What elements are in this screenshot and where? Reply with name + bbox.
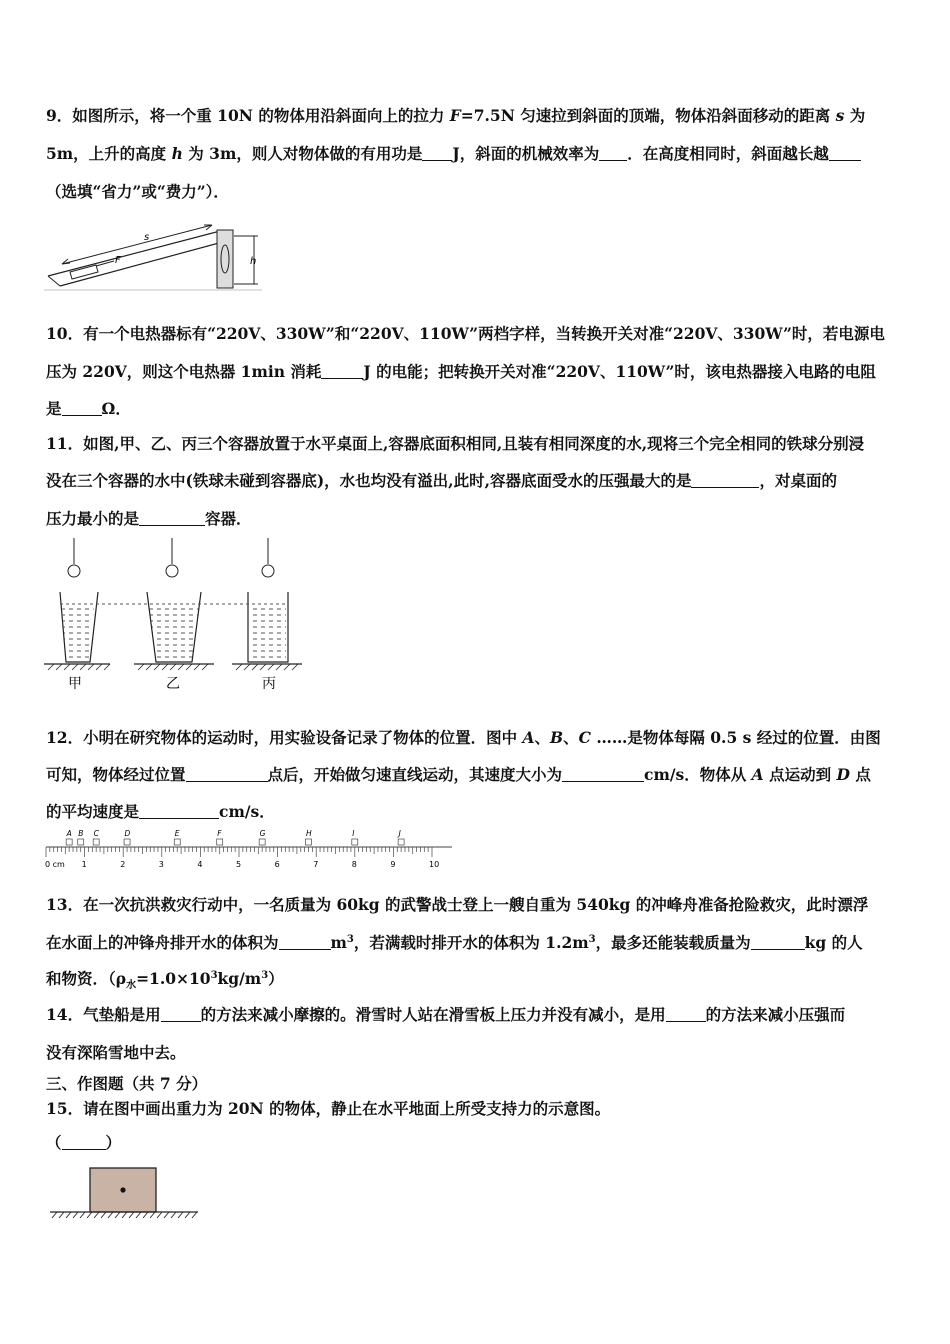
ruler-number: 10 — [429, 860, 440, 869]
incline-figure — [44, 214, 274, 294]
q9-line1: 9．如图所示，将一个重 10N 的物体用沿斜面向上的拉力 F=7.5N 匀速拉到斜面的顶端，物体沿斜面移动的距离 s 为 — [46, 106, 866, 125]
containers-figure — [44, 534, 304, 694]
label-jia: 甲 — [68, 676, 82, 692]
blank[interactable] — [186, 767, 268, 782]
blank[interactable] — [829, 146, 861, 161]
section-title: 三、作图题（共 7 分） — [46, 1074, 208, 1093]
ruler-letter: G — [259, 829, 266, 838]
blank[interactable] — [139, 804, 219, 819]
q12-line1: 12．小明在研究物体的运动时，用实验设备记录了物体的位置．图中 A、B、C ……是物体每隔 0.5 s 经过的位置．由图 — [46, 728, 881, 747]
q14-line1: 14．气垫船是用 的方法来减小摩擦的。滑雪时人站在滑雪板上压力并没有减小，是用 的方法来减小压强而 — [46, 1005, 846, 1024]
q15-line1: 15．请在图中画出重力为 20N 的物体，静止在水平地面上所受支持力的示意图。 — [46, 1099, 611, 1118]
q12-line3: 的平均速度是 cm/s． — [46, 802, 275, 821]
block-figure — [48, 1164, 200, 1220]
ruler-position-mark — [305, 839, 311, 845]
blank[interactable] — [422, 146, 452, 161]
blank[interactable] — [666, 1007, 706, 1022]
ruler-position-mark — [78, 839, 84, 845]
ruler-figure — [44, 828, 454, 870]
label-yi: 乙 — [166, 676, 180, 692]
q11-line3: 压力最小的是 容器． — [46, 509, 252, 528]
q13-line3: 和物资．$(\rho_水=1.0\times 10^3kg/m^3)$ — [46, 969, 284, 992]
q14-line2: 没有深陷雪地中去。 — [46, 1043, 186, 1062]
ruler-position-mark — [398, 839, 404, 845]
q10-line2: 压为 220V，则这个电热器 1min 消耗 J 的电能；把转换开关对准“220V、110W”时，该电热器接入电路的电阻 — [46, 362, 876, 381]
q10-line1: 10．有一个电热器标有“220V、330W”和“220V、110W”两档字样，当转换开关对准“220V、330W”时，若电源电 — [46, 324, 885, 343]
ruler-number: 2 — [120, 860, 126, 869]
ruler-position-mark — [174, 839, 180, 845]
blank[interactable] — [279, 935, 331, 950]
ruler-number: 4 — [197, 860, 203, 869]
blank[interactable] — [139, 511, 205, 526]
label-bing: 丙 — [262, 676, 276, 692]
q9-line3: （选填“省力”或“费力”）． — [46, 182, 229, 201]
ruler-position-mark — [217, 839, 223, 845]
ruler-number: 6 — [274, 860, 280, 869]
ruler-letter: H — [305, 829, 312, 838]
q10-line3: 是 Ω． — [46, 399, 131, 418]
ruler-position-mark — [352, 839, 358, 845]
ruler-letter: J — [398, 829, 401, 838]
q11-line2: 没在三个容器的水中(铁球未碰到容器底)，水也均没有溢出,此时,容器底面受水的压强最大的是 ，对桌面的 — [46, 471, 837, 490]
q13-line2: 在水面上的冲锋舟排开水的体积为 $m^3$，若满载时排开水的体积为 $1.2m^3$，最多还能装载质量为 kg 的人 — [46, 933, 863, 952]
s-label: s — [144, 232, 150, 243]
ruler-number: 1 — [81, 860, 87, 869]
blank[interactable] — [599, 146, 627, 161]
q12-line2: 可知，物体经过位置 点后，开始做匀速直线运动，其速度大小为 cm/s．物体从 A 点运动到 D 点 — [46, 765, 871, 784]
blank[interactable] — [62, 401, 102, 416]
q13-line1: 13．在一次抗洪救灾行动中，一名质量为 60kg 的武警战士登上一艘自重为 540kg 的冲峰舟准备抢险救灾，此时漂浮 — [46, 895, 869, 914]
ruler-number: 7 — [313, 860, 319, 869]
ruler-number: 9 — [390, 860, 396, 869]
ruler-letter: D — [124, 829, 131, 838]
ruler-number: 5 — [236, 860, 242, 869]
q15-line2: （ ） — [46, 1133, 122, 1152]
ruler-letter: F — [217, 829, 222, 838]
blank[interactable] — [751, 935, 805, 950]
ruler-number: 3 — [158, 860, 164, 869]
blank[interactable] — [321, 364, 363, 379]
q11-line1: 11．如图,甲、乙、丙三个容器放置于水平桌面上,容器底面积相同,且装有相同深度的水,现将三个完全相同的铁球分别浸 — [46, 434, 865, 453]
ruler-letter: B — [78, 829, 84, 838]
q9-line2: 5m，上升的高度 h 为 3m，则人对物体做的有用功是 J，斜面的机械效率为 ．在高度相同时，斜面越长越 — [46, 142, 861, 164]
ruler-position-mark — [93, 839, 99, 845]
blank[interactable] — [562, 767, 644, 782]
ruler-position-mark — [259, 839, 265, 845]
ruler-letter: E — [174, 829, 180, 838]
ruler-position-mark — [124, 839, 130, 845]
ruler-letter: C — [93, 829, 99, 838]
center-dot — [120, 1187, 125, 1192]
ruler-number: 8 — [351, 860, 357, 869]
ruler-letter: I — [352, 829, 355, 838]
blank[interactable] — [691, 473, 759, 488]
F-label: F — [115, 255, 121, 266]
ruler-position-mark — [66, 839, 72, 845]
ruler-letter: A — [66, 829, 72, 838]
ruler-number: 0 cm — [45, 860, 65, 869]
h-label: h — [250, 256, 257, 267]
blank[interactable] — [161, 1007, 201, 1022]
answer-blank[interactable] — [62, 1135, 106, 1150]
